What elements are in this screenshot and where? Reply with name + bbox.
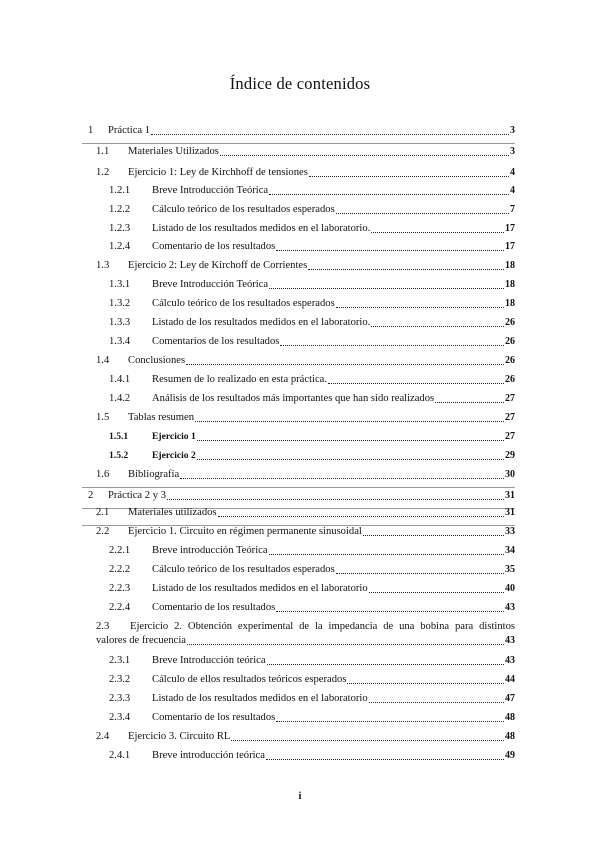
- toc-entry-1-2-3[interactable]: [0, 222, 600, 242]
- toc-entry-title: Breve introducción teórica: [152, 750, 265, 761]
- dot-leader: [328, 382, 504, 384]
- toc-entry-page: 26: [505, 374, 515, 385]
- toc-entry-title: Cálculo teórico de los resultados esperados: [152, 298, 335, 309]
- toc-entry-title: Cálculo de ellos resultados teóricos esperados: [152, 674, 347, 685]
- toc-entry-1-1[interactable]: [0, 145, 600, 165]
- dot-leader: [186, 363, 504, 365]
- toc-entry-page: 49: [505, 750, 515, 761]
- dot-leader: [195, 420, 504, 422]
- toc-entry-page: 31: [505, 490, 515, 501]
- toc-entry-page: 3: [510, 146, 515, 157]
- toc-entry-1-3-3[interactable]: [0, 316, 600, 336]
- toc-entry-number: 1.5.1: [109, 431, 129, 442]
- toc-entry-2-4[interactable]: [0, 730, 600, 750]
- toc-entry-page: 4: [510, 185, 515, 196]
- toc-entry-1-3[interactable]: [0, 259, 600, 279]
- toc-entry-page: 17: [505, 223, 515, 234]
- toc-entry-number: 2: [88, 490, 94, 501]
- toc-entry-1-4[interactable]: [0, 354, 600, 374]
- toc-entry-title: Cálculo teórico de los resultados esperados: [152, 204, 335, 215]
- toc-entry-title: Comentarios de los resultados: [152, 336, 280, 347]
- dot-leader: [197, 439, 504, 441]
- toc-entry-number: 2.2.2: [109, 564, 131, 575]
- toc-entry-2-2[interactable]: [0, 525, 600, 545]
- toc-entry-title: Comentario de los resultados: [152, 602, 276, 613]
- toc-entry-1-6[interactable]: [0, 468, 600, 488]
- toc-entry-1-5-2[interactable]: [0, 449, 600, 469]
- toc-entry-title-line1: Ejercicio 2. Obtención experimental de la impedancia de una bobina para distintos: [130, 621, 515, 632]
- page-title: Índice de contenidos: [229, 74, 371, 93]
- dot-leader: [269, 553, 504, 555]
- toc-entry-number: 2.2: [96, 526, 110, 537]
- dot-leader: [220, 154, 509, 156]
- dot-leader: [180, 477, 504, 479]
- toc-entry-1-2-4[interactable]: [0, 240, 600, 260]
- toc-entry-number: 1.3.4: [109, 336, 131, 347]
- dot-leader: [269, 193, 509, 195]
- toc-entry-2-3-1[interactable]: [0, 654, 600, 674]
- toc-entry-number: 2.3.1: [109, 655, 131, 666]
- toc-entry-title: Resumen de lo realizado en esta práctica.: [152, 374, 328, 385]
- dot-leader: [309, 175, 509, 177]
- dot-leader: [336, 306, 504, 308]
- dot-leader: [371, 231, 504, 233]
- toc-entry-number: 1.4.1: [109, 374, 131, 385]
- toc-entry-page: 48: [505, 731, 515, 742]
- toc-entry-number: 2.4.1: [109, 750, 131, 761]
- toc-entry-page: 26: [505, 355, 515, 366]
- dot-leader: [266, 758, 504, 760]
- toc-entry-title: Materiales utilizados: [128, 507, 217, 518]
- dot-leader: [371, 325, 504, 327]
- dot-leader: [435, 401, 504, 403]
- toc-entry-2-2-1[interactable]: [0, 544, 600, 564]
- toc-entry-2-2-4[interactable]: [0, 601, 600, 621]
- toc-entry-number: 1.3: [96, 260, 110, 271]
- dot-leader: [269, 287, 504, 289]
- dot-leader: [308, 268, 504, 270]
- toc-entry-page: 18: [505, 260, 515, 271]
- dot-leader: [151, 133, 509, 135]
- toc-entry-number: 1.2.2: [109, 204, 131, 215]
- toc-entry-title: Bibliografía: [128, 469, 180, 480]
- dot-leader: [187, 643, 504, 645]
- toc-entry-number: 2.3.4: [109, 712, 131, 723]
- toc-entry-1[interactable]: [0, 124, 600, 144]
- dot-leader: [267, 663, 504, 665]
- toc-entry-number: 2.3: [96, 621, 110, 632]
- toc-entry-number: 2.2.3: [109, 583, 131, 594]
- toc-entry-2-3-2[interactable]: [0, 673, 600, 693]
- toc-entry-title: Breve Introducción Teórica: [152, 185, 269, 196]
- toc-entry-title: Práctica 1: [108, 125, 151, 136]
- toc-entry-title: Ejercicio 1. Circuito en régimen permanente sinusoidal: [128, 526, 362, 537]
- toc-entry-page: 31: [505, 507, 515, 518]
- toc-entry-page: 4: [510, 167, 515, 178]
- toc-entry-title: Materiales Utilizados: [128, 146, 219, 157]
- toc-entry-page: 18: [505, 298, 515, 309]
- toc-entry-2-2-2[interactable]: [0, 563, 600, 583]
- toc-entry-number: 1.5.2: [109, 450, 129, 461]
- dot-leader: [276, 249, 504, 251]
- toc-entry-number: 1.2.4: [109, 241, 131, 252]
- toc-entry-number: 1.3.3: [109, 317, 131, 328]
- toc-entry-number: 1.3.1: [109, 279, 131, 290]
- toc-entry-page: 18: [505, 279, 515, 290]
- toc-entry-number: 2.2.4: [109, 602, 131, 613]
- dot-leader: [197, 458, 504, 460]
- toc-entry-page: 33: [505, 526, 515, 537]
- toc-entry-1-4-1[interactable]: [0, 373, 600, 393]
- toc-entry-1-3-4[interactable]: [0, 335, 600, 355]
- toc-entry-2-3-3[interactable]: [0, 692, 600, 712]
- toc-entry-number: 1.2.3: [109, 223, 131, 234]
- toc-entry-page: 47: [505, 693, 515, 704]
- toc-entry-title: Breve introducción Teórica: [152, 545, 268, 556]
- toc-entry-title: Cálculo teórico de los resultados esperados: [152, 564, 335, 575]
- toc-entry-number: 2.1: [96, 507, 110, 518]
- toc-entry-page: 34: [505, 545, 515, 556]
- toc-entry-page: 27: [505, 431, 515, 442]
- toc-entry-2-3[interactable]: [0, 620, 600, 656]
- toc-entry-page: 48: [505, 712, 515, 723]
- toc-entry-number: 1.6: [96, 469, 110, 480]
- toc-entry-title: Ejercicio 1: [152, 431, 196, 442]
- toc-entry-page: 26: [505, 317, 515, 328]
- toc-entry-title: Ejercicio 2: Ley de Kirchoff de Corrientes: [128, 260, 308, 271]
- dot-leader: [347, 682, 504, 684]
- toc-entry-page: 43: [505, 635, 515, 646]
- toc-entry-title: Ejercicio 1: Ley de Kirchhoff de tensiones: [128, 167, 308, 178]
- toc-entry-title: Comentario de los resultados: [152, 712, 276, 723]
- toc-entry-2-4-1[interactable]: [0, 749, 600, 769]
- toc-entry-number: 2.4: [96, 731, 110, 742]
- toc-entry-1-3-1[interactable]: [0, 278, 600, 298]
- dot-leader: [336, 572, 504, 574]
- dot-leader: [276, 610, 504, 612]
- toc-entry-page: 35: [505, 564, 515, 575]
- toc-entry-number: 1.4: [96, 355, 110, 366]
- toc-entry-number: 2.3.3: [109, 693, 131, 704]
- toc-entry-title: Conclusiones: [128, 355, 186, 366]
- dot-leader: [369, 591, 504, 593]
- dot-leader: [336, 212, 509, 214]
- toc-entry-title: Breve Introducción Teórica: [152, 279, 269, 290]
- page-number: i: [298, 791, 302, 802]
- toc-entry-1-3-2[interactable]: [0, 297, 600, 317]
- toc-entry-title: Listado de los resultados medidos en el laboratorio: [152, 583, 368, 594]
- toc-entry-title: Práctica 2 y 3: [108, 490, 166, 501]
- toc-entry-number: 1.2.1: [109, 185, 131, 196]
- toc-entry-title: Listado de los resultados medidos en el laboratorio.: [152, 317, 371, 328]
- toc-entry-page: 17: [505, 241, 515, 252]
- dot-leader: [218, 515, 504, 517]
- dot-leader: [167, 498, 504, 500]
- toc-entry-page: 26: [505, 336, 515, 347]
- toc-entry-title: Listado de los resultados medidos en el laboratorio: [152, 693, 368, 704]
- toc-entry-title: Análisis de los resultados más importantes que han sido realizados: [152, 393, 435, 404]
- toc-entry-page: 27: [505, 393, 515, 404]
- toc-entry-title: Breve Introducción teórica: [152, 655, 266, 666]
- dot-leader: [231, 739, 504, 741]
- toc-entry-page: 30: [505, 469, 515, 480]
- toc-entry-1-4-2[interactable]: [0, 392, 600, 412]
- toc-entry-number: 1.3.2: [109, 298, 131, 309]
- toc-entry-number: 2.3.2: [109, 674, 131, 685]
- toc-entry-2-1[interactable]: [0, 506, 600, 526]
- toc-entry-1-2-2[interactable]: [0, 203, 600, 223]
- toc-entry-page: 43: [505, 602, 515, 613]
- toc-entry-2-2-3[interactable]: [0, 582, 600, 602]
- toc-entry-title: Comentario de los resultados: [152, 241, 276, 252]
- toc-entry-page: 3: [510, 125, 515, 136]
- toc-entry-title: Tablas resumen: [128, 412, 195, 423]
- toc-entry-1-2-1[interactable]: [0, 184, 600, 204]
- dot-leader: [276, 720, 504, 722]
- toc-entry-1-5-1[interactable]: [0, 430, 600, 450]
- dot-leader: [369, 701, 504, 703]
- toc-entry-title: Ejercicio 2: [152, 450, 196, 461]
- toc-entry-number: 1.1: [96, 146, 110, 157]
- dot-leader: [280, 344, 504, 346]
- toc-entry-page: 7: [510, 204, 515, 215]
- toc-entry-2-3-4[interactable]: [0, 711, 600, 731]
- toc-entry-1-5[interactable]: [0, 411, 600, 431]
- toc-entry-page: 43: [505, 655, 515, 666]
- toc-entry-page: 29: [505, 450, 515, 461]
- toc-entry-number: 1: [88, 125, 94, 136]
- toc-entry-title: Listado de los resultados medidos en el laboratorio.: [152, 223, 371, 234]
- toc-entry-page: 44: [505, 674, 515, 685]
- toc-entry-1-2[interactable]: [0, 166, 600, 186]
- toc-entry-number: 2.2.1: [109, 545, 131, 556]
- toc-entry-page: 27: [505, 412, 515, 423]
- toc-entry-page: 40: [505, 583, 515, 594]
- toc-entry-title: Ejercicio 3. Circuito RL: [128, 731, 231, 742]
- toc-entry-number: 1.2: [96, 167, 110, 178]
- toc-entry-number: 1.5: [96, 412, 110, 423]
- toc-entry-title-line2: valores de frecuencia: [96, 635, 186, 646]
- toc-entry-number: 1.4.2: [109, 393, 131, 404]
- dot-leader: [363, 534, 504, 536]
